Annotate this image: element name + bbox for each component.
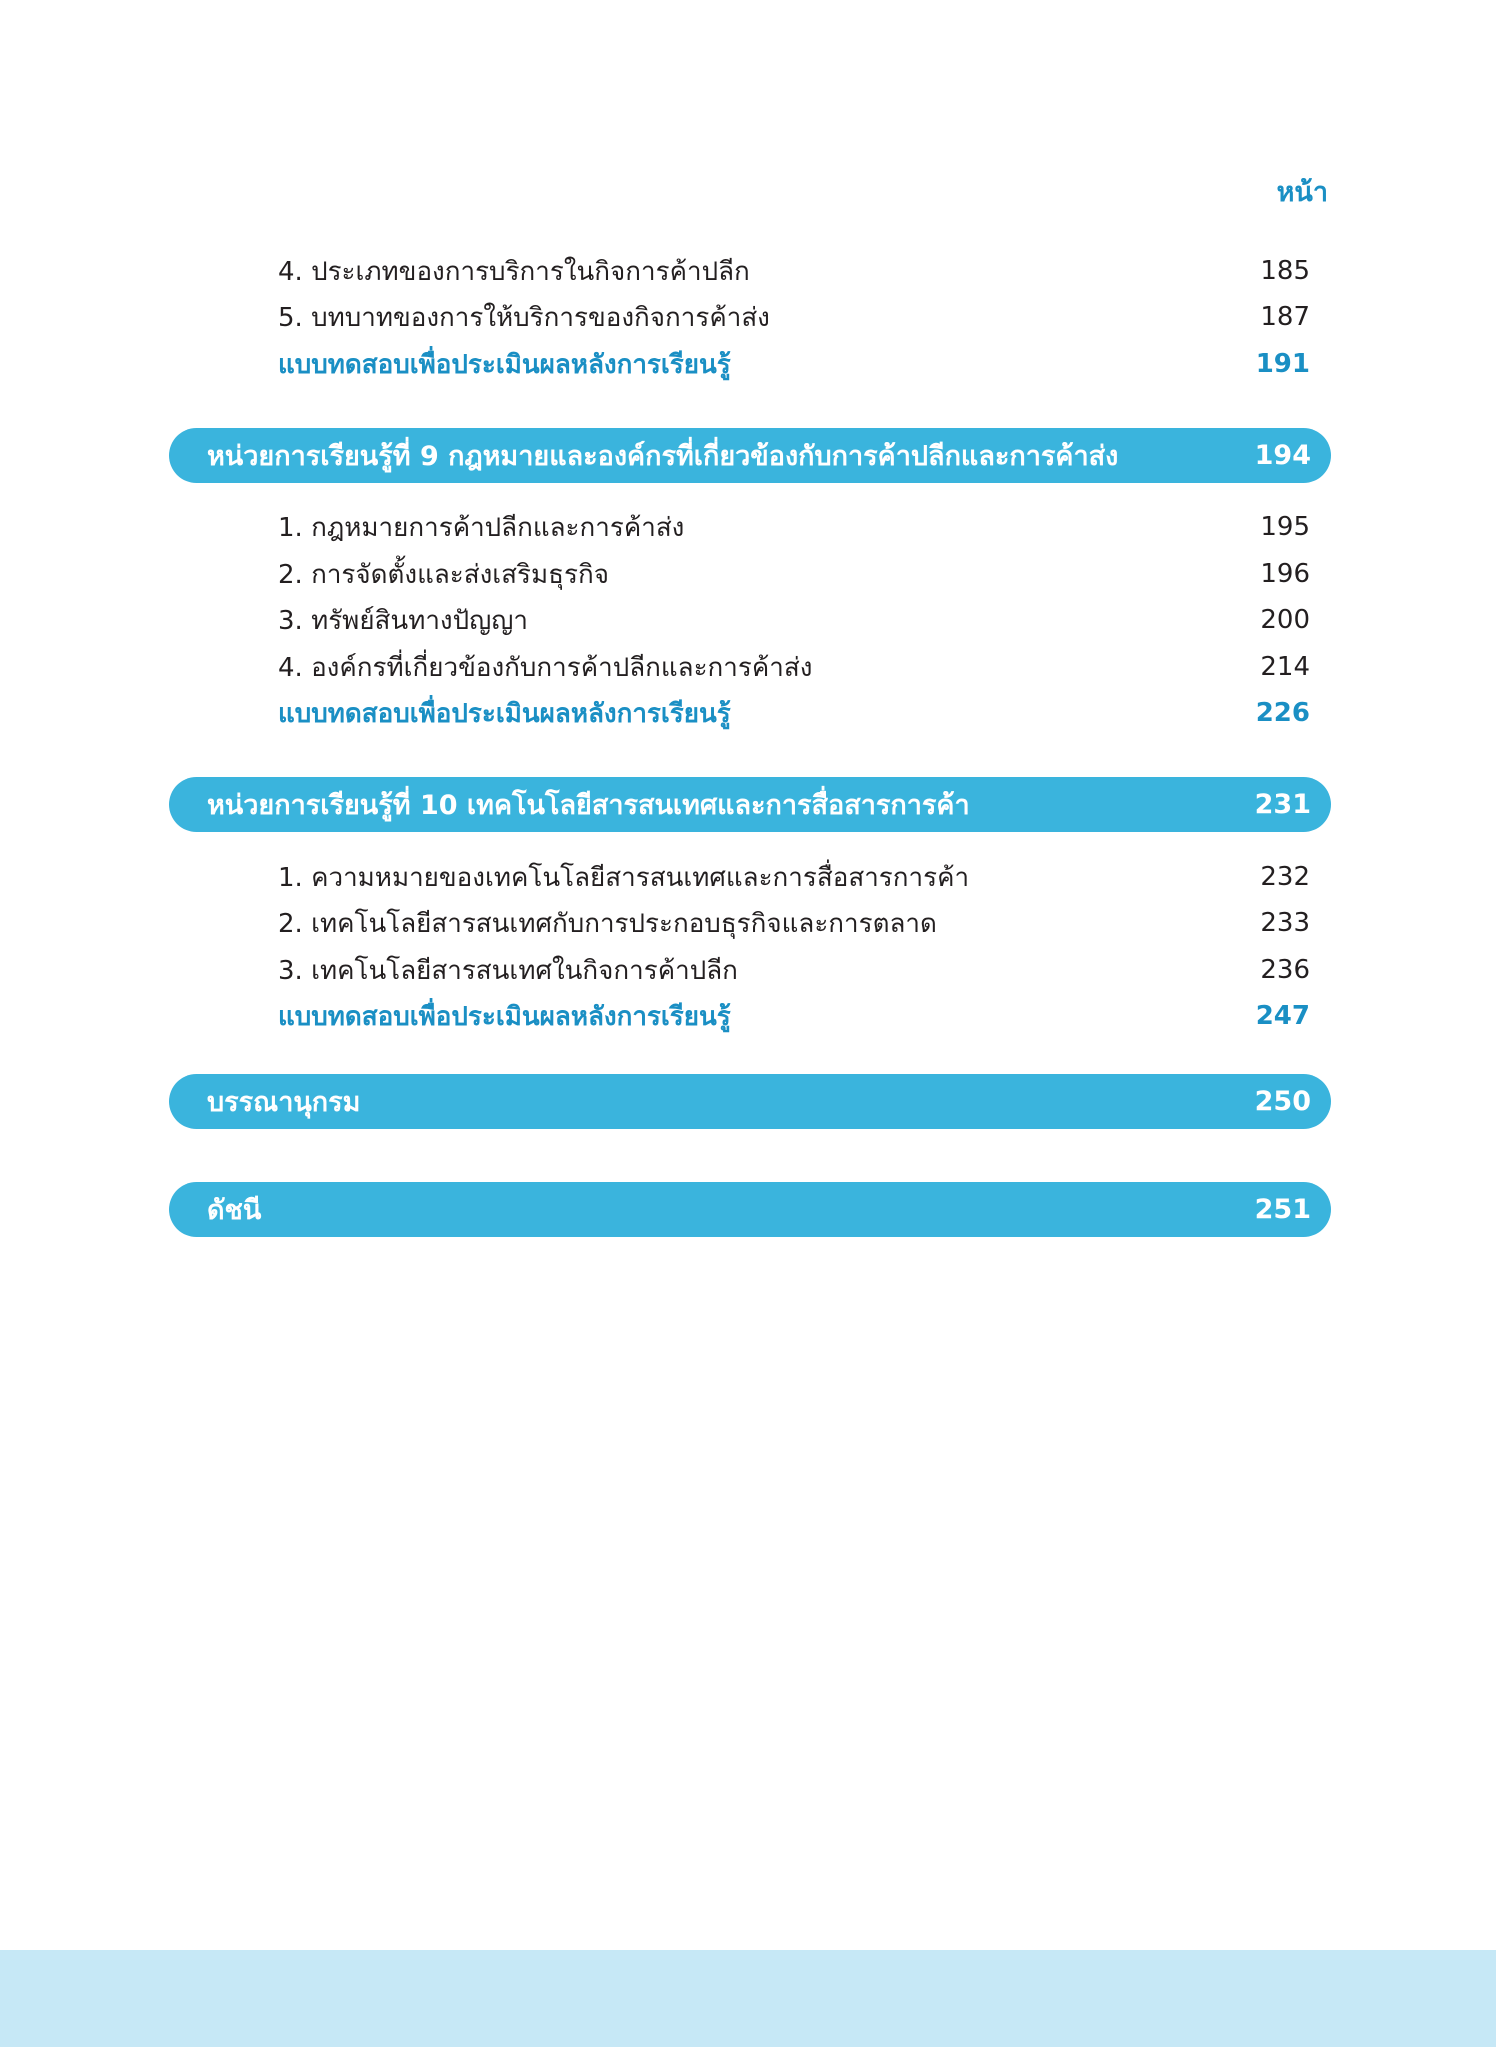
bibliography-heading[interactable] bbox=[169, 1074, 1331, 1129]
toc-entry-page: 185 bbox=[1260, 256, 1310, 286]
toc-entry[interactable] bbox=[278, 296, 1310, 338]
toc-entry-page: 195 bbox=[1260, 512, 1310, 542]
footer-band bbox=[0, 1950, 1496, 2047]
toc-entry-posttest[interactable] bbox=[278, 995, 1310, 1037]
unit-title: หน่วยการเรียนรู้ที่ 9 กฎหมายและองค์กรที่เกี่ยวข้องกับการค้าปลีกและการค้าส่ง bbox=[207, 441, 1119, 472]
toc-entry[interactable] bbox=[278, 250, 1310, 292]
toc-entry[interactable] bbox=[278, 902, 1310, 944]
toc-entry-page: 196 bbox=[1260, 559, 1310, 589]
unit-page: 231 bbox=[1254, 789, 1311, 820]
toc-entry-page: 214 bbox=[1260, 652, 1310, 682]
bibliography-page: 250 bbox=[1254, 1086, 1311, 1117]
toc-entry[interactable] bbox=[278, 553, 1310, 595]
toc-entry-page: 187 bbox=[1260, 302, 1310, 332]
toc-entry-label: แบบทดสอบเพื่อประเมินผลหลังการเรียนรู้ bbox=[278, 1001, 731, 1032]
toc-entry-label: 2. การจัดตั้งและส่งเสริมธุรกิจ bbox=[278, 559, 609, 590]
toc-entry-label: แบบทดสอบเพื่อประเมินผลหลังการเรียนรู้ bbox=[278, 349, 731, 380]
toc-entry-page: 236 bbox=[1260, 955, 1310, 985]
unit-9-heading[interactable] bbox=[169, 428, 1331, 483]
toc-entry-posttest[interactable] bbox=[278, 343, 1310, 385]
toc-entry-posttest[interactable] bbox=[278, 692, 1310, 734]
toc-entry[interactable] bbox=[278, 506, 1310, 548]
unit-page: 194 bbox=[1254, 440, 1311, 471]
index-page: 251 bbox=[1254, 1194, 1311, 1225]
index-title: ดัชนี bbox=[207, 1195, 262, 1226]
toc-entry-page: 191 bbox=[1255, 349, 1310, 379]
toc-entry-page: 200 bbox=[1260, 605, 1310, 635]
toc-entry-label: 1. กฎหมายการค้าปลีกและการค้าส่ง bbox=[278, 512, 685, 543]
toc-entry-label: 1. ความหมายของเทคโนโลยีสารสนเทศและการสื่อสารการค้า bbox=[278, 862, 970, 893]
toc-entry-page: 226 bbox=[1255, 698, 1310, 728]
bibliography-title: บรรณานุกรม bbox=[207, 1087, 361, 1118]
unit-title: หน่วยการเรียนรู้ที่ 10 เทคโนโลยีสารสนเทศและการสื่อสารการค้า bbox=[207, 790, 970, 821]
toc-entry-label: 4. ประเภทของการบริการในกิจการค้าปลีก bbox=[278, 256, 750, 287]
toc-entry[interactable] bbox=[278, 599, 1310, 641]
toc-entry-page: 232 bbox=[1260, 862, 1310, 892]
toc-entry-label: 2. เทคโนโลยีสารสนเทศกับการประกอบธุรกิจและการตลาด bbox=[278, 908, 937, 939]
toc-entry-page: 247 bbox=[1255, 1001, 1310, 1031]
toc-entry-label: 5. บทบาทของการให้บริการของกิจการค้าส่ง bbox=[278, 302, 770, 333]
toc-entry[interactable] bbox=[278, 856, 1310, 898]
page-column-heading: หน้า bbox=[1276, 177, 1328, 208]
toc-entry-page: 233 bbox=[1260, 908, 1310, 938]
toc-entry-label: แบบทดสอบเพื่อประเมินผลหลังการเรียนรู้ bbox=[278, 698, 731, 729]
unit-10-heading[interactable] bbox=[169, 777, 1331, 832]
toc-entry[interactable] bbox=[278, 646, 1310, 688]
index-heading[interactable] bbox=[169, 1182, 1331, 1237]
toc-entry-label: 3. ทรัพย์สินทางปัญญา bbox=[278, 605, 529, 636]
toc-entry[interactable] bbox=[278, 949, 1310, 991]
toc-entry-label: 3. เทคโนโลยีสารสนเทศในกิจการค้าปลีก bbox=[278, 955, 738, 986]
toc-entry-label: 4. องค์กรที่เกี่ยวข้องกับการค้าปลีกและการค้าส่ง bbox=[278, 652, 813, 683]
